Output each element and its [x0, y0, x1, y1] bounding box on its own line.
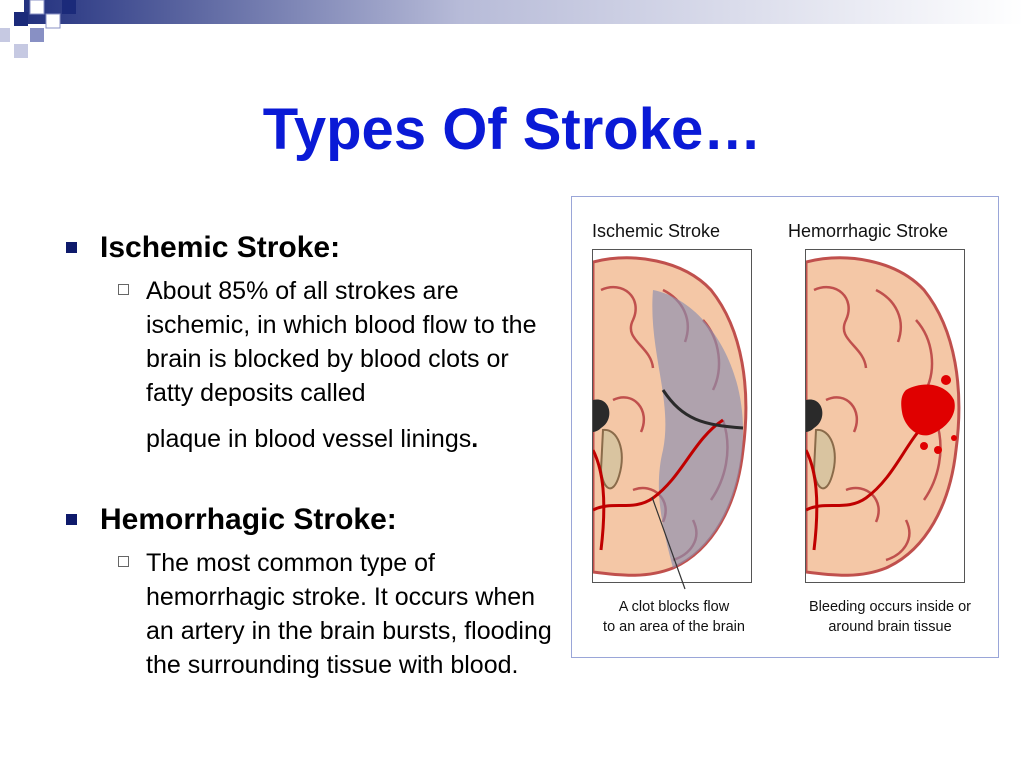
ischemic-caption-line-1: A clot blocks flow: [618, 599, 730, 615]
ischemic-caption-line-2: to an area of the brain: [603, 619, 745, 635]
hemorrhagic-caption-line-2: around brain tissue: [828, 619, 952, 635]
square-bullet-icon: [66, 514, 77, 525]
ischemic-caption: [569, 597, 779, 637]
ischemic-stroke-label: Ischemic Stroke: [592, 221, 721, 241]
stroke-types-figure: [571, 196, 999, 658]
hollow-square-bullet-icon: [118, 556, 129, 567]
bullet-hemorrhagic: [60, 500, 560, 540]
sub-bullet-text: [146, 274, 560, 456]
bullet-ischemic: [60, 228, 560, 268]
bullet-heading: Hemorrhagic Stroke:: [100, 503, 397, 536]
sub-bullet-text-tail: [146, 422, 478, 456]
hemorrhagic-caption-line-1: Bleeding occurs inside or: [808, 599, 971, 615]
sub-bullet-period: .: [471, 425, 479, 453]
sub-bullet-hemorrhagic: [60, 546, 560, 682]
slide-title: Types Of Stroke…: [262, 97, 762, 162]
sub-bullet-ischemic: [60, 274, 560, 456]
hollow-square-bullet-icon: [118, 284, 129, 295]
bullet-heading: Ischemic Stroke:: [100, 231, 341, 264]
bullet-list: [60, 228, 560, 682]
sub-bullet-text-main: About 85% of all strokes are ischemic, in which blood flow to the brain is blocked by blood clots or fatty deposits called: [146, 277, 537, 407]
sub-bullet-tail-words: plaque in blood vessel linings: [146, 425, 472, 453]
square-bullet-icon: [66, 242, 77, 253]
hemorrhagic-caption: [785, 597, 995, 637]
clot-pointer-line: [572, 197, 1000, 659]
hemorrhagic-stroke-label: Hemorrhagic Stroke: [788, 221, 949, 241]
sub-bullet-text: The most common type of hemorrhagic stroke. It occurs when an artery in the brain bursts, flooding the surrounding tissue with blood.: [146, 549, 552, 679]
corner-decoration: [0, 0, 1024, 64]
